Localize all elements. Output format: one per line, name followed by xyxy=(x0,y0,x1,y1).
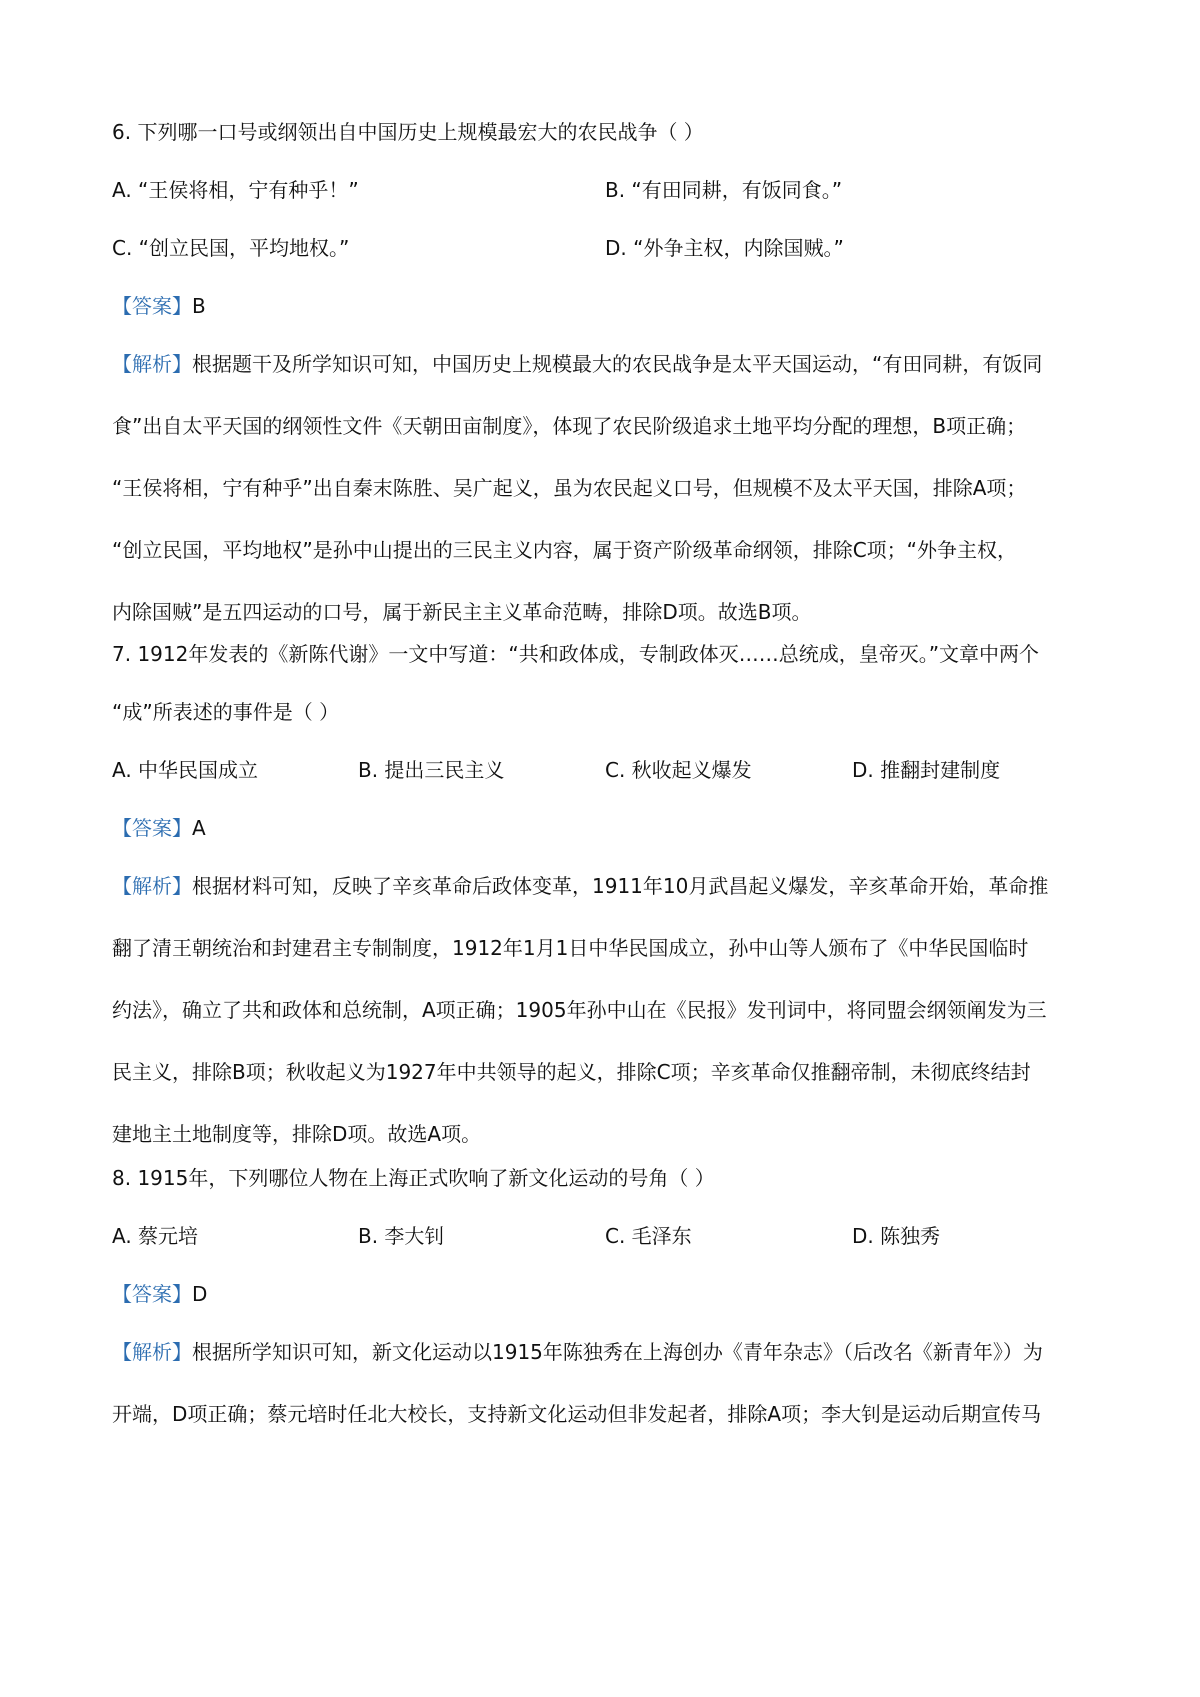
analysis-line: 建地主土地制度等，排除D项。故选A项。 xyxy=(112,1122,482,1146)
question-8-answer xyxy=(112,1280,1102,1308)
question-7-stem-line-2: “成”所表述的事件是（ ） xyxy=(112,700,340,724)
question-7-analysis xyxy=(112,872,1102,1182)
question-8-option-a: A. 蔡元培 xyxy=(112,1224,199,1248)
question-6-option-b: B. “有田同耕，有饭同食。” xyxy=(605,178,843,202)
question-6-analysis xyxy=(112,350,1102,660)
question-8-option-b: B. 李大钊 xyxy=(358,1224,445,1248)
question-7-option-c: C. 秋收起义爆发 xyxy=(605,758,752,782)
answer-value: B xyxy=(192,294,206,318)
analysis-line: 内除国贼”是五四运动的口号，属于新民主主义革命范畴，排除D项。故选B项。 xyxy=(112,600,812,624)
question-8-option-c: C. 毛泽东 xyxy=(605,1224,692,1248)
analysis-line: 根据材料可知，反映了辛亥革命后政体变革，1911年10月武昌起义爆发，辛亥革命开始，革命推 xyxy=(192,874,1049,898)
question-6-answer xyxy=(112,292,1102,320)
answer-value: D xyxy=(192,1282,208,1306)
answer-value: A xyxy=(192,816,206,840)
analysis-line: “王侯将相，宁有种乎”出自秦末陈胜、吴广起义，虽为农民起义口号，但规模不及太平天国，排除A项； xyxy=(112,476,1027,500)
question-6-option-c: C. “创立民国，平均地权。” xyxy=(112,236,350,260)
question-8-option-d: D. 陈独秀 xyxy=(852,1224,941,1248)
answer-label: 【答案】 xyxy=(112,816,192,840)
question-7-answer xyxy=(112,814,1102,842)
question-8-analysis xyxy=(112,1338,1102,1462)
analysis-line: 根据题干及所学知识可知，中国历史上规模最大的农民战争是太平天国运动，“有田同耕，有饭同 xyxy=(192,352,1043,376)
question-6-option-d: D. “外争主权，内除国贼。” xyxy=(605,236,844,260)
analysis-label: 【解析】 xyxy=(112,1340,192,1364)
question-6-stem: 6. 下列哪一口号或纲领出自中国历史上规模最宏大的农民战争（ ） xyxy=(112,120,704,144)
analysis-line: 翻了清王朝统治和封建君主专制制度，1912年1月1日中华民国成立，孙中山等人颁布了《中华民国临时 xyxy=(112,936,1029,960)
answer-label: 【答案】 xyxy=(112,1282,192,1306)
question-6-option-a: A. “王侯将相，宁有种乎！” xyxy=(112,178,359,202)
analysis-line: 开端，D项正确；蔡元培时任北大校长，支持新文化运动但非发起者，排除A项；李大钊是运动后期宣传马 xyxy=(112,1402,1042,1426)
analysis-label: 【解析】 xyxy=(112,874,192,898)
question-7-option-b: B. 提出三民主义 xyxy=(358,758,505,782)
analysis-line: 约法》，确立了共和政体和总统制，A项正确；1905年孙中山在《民报》发刊词中，将同盟会纲领阐发为三 xyxy=(112,998,1047,1022)
question-7-option-a: A. 中华民国成立 xyxy=(112,758,259,782)
analysis-line: 民主义，排除B项；秋收起义为1927年中共领导的起义，排除C项；辛亥革命仅推翻帝制，未彻底终结封 xyxy=(112,1060,1031,1084)
answer-label: 【答案】 xyxy=(112,294,192,318)
question-8-stem: 8. 1915年，下列哪位人物在上海正式吹响了新文化运动的号角（ ） xyxy=(112,1166,715,1190)
question-7-stem-line-1: 7. 1912年发表的《新陈代谢》一文中写道：“共和政体成，专制政体灭……总统成，皇帝灭。”文章中两个 xyxy=(112,642,1040,666)
question-7-option-d: D. 推翻封建制度 xyxy=(852,758,1001,782)
analysis-line: 食”出自太平天国的纲领性文件《天朝田亩制度》，体现了农民阶级追求土地平均分配的理想，B项正确； xyxy=(112,414,1027,438)
analysis-line: “创立民国，平均地权”是孙中山提出的三民主义内容，属于资产阶级革命纲领，排除C项；“外争主权， xyxy=(112,538,1018,562)
analysis-line: 根据所学知识可知，新文化运动以1915年陈独秀在上海创办《青年杂志》（后改名《新青年》）为 xyxy=(192,1340,1043,1364)
analysis-label: 【解析】 xyxy=(112,352,192,376)
